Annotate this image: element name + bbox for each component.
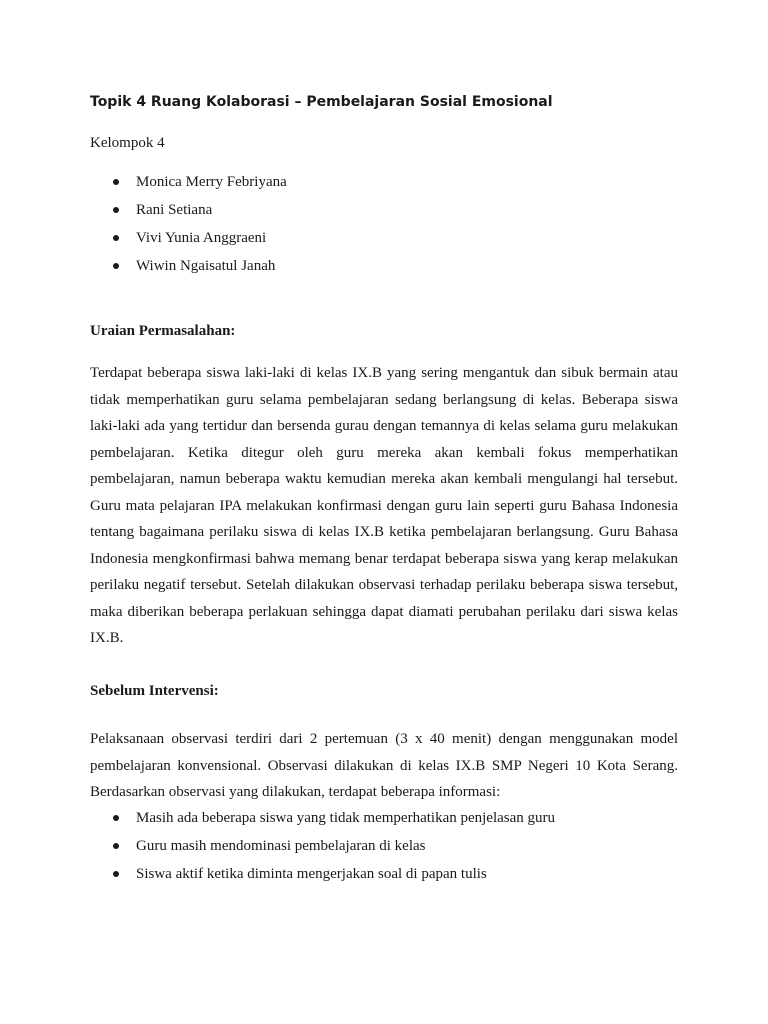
paragraph-sebelum: Pelaksanaan observasi terdiri dari 2 pertemuan (3 x 40 menit) dengan menggunakan model pembelajaran konvensional. Observasi dilakukan di kelas IX.B SMP Negeri 10 Kota Serang. Berdasarkan observasi yang dilakukan, terdapat beberapa informasi:	[90, 731, 678, 800]
bullet-icon	[113, 179, 119, 185]
bullet-icon	[113, 843, 119, 849]
member-name: Vivi Yunia Anggraeni	[136, 230, 267, 246]
info-list	[90, 808, 555, 892]
section-heading-sebelum: Sebelum Intervensi:	[90, 683, 219, 699]
member-name: Wiwin Ngaisatul Janah	[136, 258, 276, 274]
member-list	[90, 172, 287, 284]
bullet-icon	[113, 815, 119, 821]
section-heading-uraian: Uraian Permasalahan:	[90, 323, 236, 339]
member-name: Monica Merry Febriyana	[136, 174, 287, 190]
group-label: Kelompok 4	[90, 135, 165, 151]
bullet-icon	[113, 235, 119, 241]
list-item	[90, 808, 555, 836]
bullet-icon	[113, 871, 119, 877]
document-title: Topik 4 Ruang Kolaborasi – Pembelajaran Sosial Emosional	[90, 94, 553, 110]
paragraph-uraian: Terdapat beberapa siswa laki-laki di kelas IX.B yang sering mengantuk dan sibuk bermain atau tidak memperhatikan guru selama pembelajaran sedang berlangsung di kelas. Beberapa siswa laki-laki ada yang tertidur dan bersenda gurau dengan temannya di kelas selama guru melakukan pembelajaran. Ketika ditegur oleh guru mereka akan kembali fokus memperhatikan pembelajaran, namun beberapa waktu kemudian mereka akan kembali mengulangi hal tersebut. Guru mata pelajaran IPA melakukan konfirmasi dengan guru lain seperti guru Bahasa Indonesia tentang bagaimana perilaku siswa di kelas IX.B ketika pembelajaran berlangsung. Guru Bahasa Indonesia mengkonfirmasi bahwa memang benar terdapat beberapa siswa yang kerap melakukan perilaku negatif tersebut. Setelah dilakukan observasi terhadap perilaku beberapa siswa tersebut, maka diberikan beberapa perlakuan sehingga dapat diamati perubahan perilaku dari siswa kelas IX.B.	[90, 365, 678, 646]
info-text: Siswa aktif ketika diminta mengerjakan soal di papan tulis	[136, 866, 487, 882]
bullet-icon	[113, 207, 119, 213]
member-name: Rani Setiana	[136, 202, 213, 218]
list-item	[90, 172, 287, 200]
info-text: Guru masih mendominasi pembelajaran di kelas	[136, 838, 426, 854]
info-text: Masih ada beberapa siswa yang tidak memperhatikan penjelasan guru	[136, 810, 556, 826]
list-item	[90, 228, 287, 256]
bullet-icon	[113, 263, 119, 269]
list-item	[90, 200, 287, 228]
list-item	[90, 256, 287, 284]
list-item	[90, 836, 555, 864]
list-item	[90, 864, 555, 892]
